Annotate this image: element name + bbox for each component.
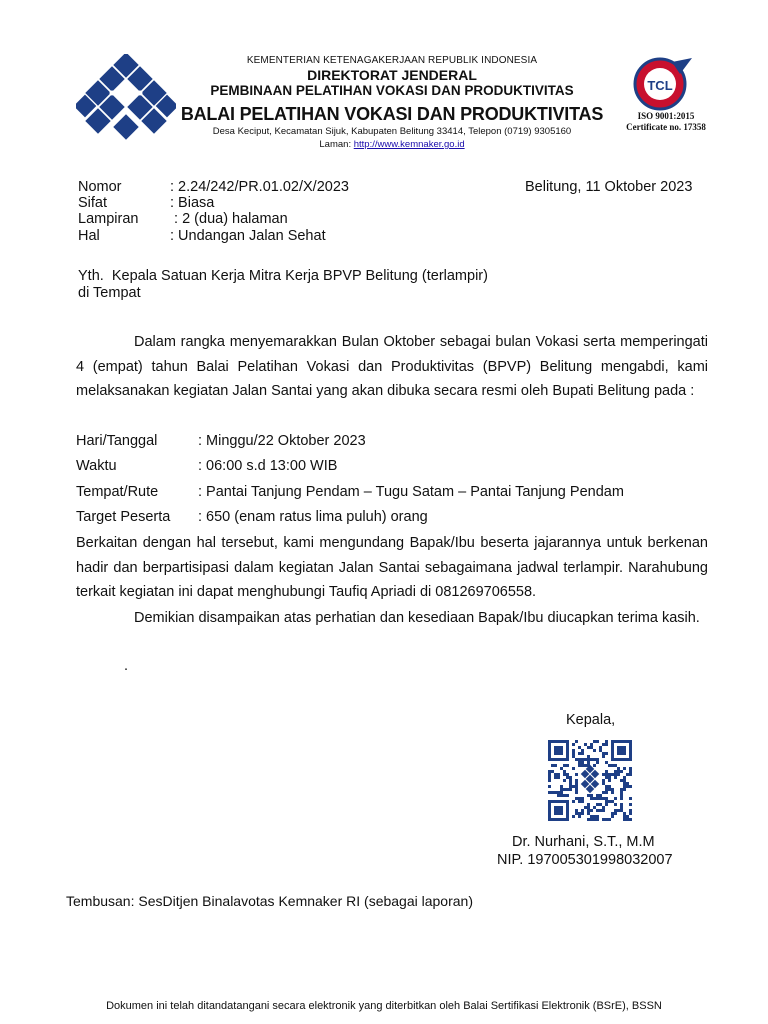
detail-value: : 650 (enam ratus lima puluh) orang <box>198 509 428 525</box>
e-signature-footer: Dokumen ini telah ditandatangani secara elektronik yang diterbitkan oleh Balai Sertifikasi Elektronik (BSrE), BSSN <box>106 1000 662 1012</box>
ministry-name: KEMENTERIAN KETENAGAKERJAAN REPUBLIK INDONESIA <box>246 55 538 66</box>
signatory-title: Kepala, <box>566 712 616 728</box>
meta-value: : Biasa <box>170 195 215 211</box>
detail-value: : Pantai Tanjung Pendam – Tugu Satam – Pantai Tanjung Pendam <box>198 484 624 500</box>
signature-qr-code <box>544 738 636 824</box>
stray-dot: . <box>124 658 129 674</box>
detail-value: : 06:00 s.d 13:00 WIB <box>198 458 338 474</box>
meta-label: Sifat <box>78 195 108 211</box>
opening-paragraph: Dalam rangka menyemarakkan Bulan Oktober sebagai bulan Vokasi serta memperingati 4 (empat) tahun Balai Pelatihan Vokasi dan Produktivitas (BPVP) Belitung mengabdi, kami melaksanakan kegiatan Jalan Santai yang akan dibuka secara resmi oleh Bupati Belitung pada : <box>76 334 708 399</box>
closing-paragraph: Demikian disampaikan atas perhatian dan kesediaan Bapak/Ibu diucapkan terima kasih. <box>134 610 700 626</box>
meta-value: : Undangan Jalan Sehat <box>170 228 326 244</box>
detail-label: Tempat/Rute <box>76 484 159 500</box>
invitation-paragraph: Berkaitan dengan hal tersebut, kami mengundang Bapak/Ibu beserta jajarannya untuk berkenan hadir dan berpartisipasi dalam kegiatan Jalan Santai sebagaimana jadwal terlampir. Narahubung terkait kegiatan ini dapat menghubungi Taufiq Apriadi di 081269706558. <box>76 535 708 600</box>
certificate-number: Certificate no. 17358 <box>626 122 706 132</box>
meta-label: Hal <box>78 228 100 244</box>
recipient-line: Yth. Kepala Satuan Kerja Mitra Kerja BPVP Belitung (terlampir) <box>78 268 488 284</box>
meta-value: : 2.24/242/PR.01.02/X/2023 <box>170 179 349 195</box>
website-line <box>176 139 608 150</box>
institution-name: BALAI PELATIHAN VOKASI DAN PRODUKTIVITAS <box>180 104 604 124</box>
detail-label: Target Peserta <box>76 509 171 525</box>
cert-logo-text: TCL <box>647 78 673 93</box>
meta-value: : 2 (dua) halaman <box>170 211 288 227</box>
detail-label: Hari/Tanggal <box>76 433 158 449</box>
letter-date: Belitung, 11 Oktober 2023 <box>525 179 693 195</box>
signatory-name: Dr. Nurhani, S.T., M.M <box>512 834 655 850</box>
meta-label: Lampiran <box>78 211 139 227</box>
division-name: PEMBINAAN PELATIHAN VOKASI DAN PRODUKTIVITAS <box>210 83 574 98</box>
iso-certificate <box>604 111 728 133</box>
signatory-nip: NIP. 197005301998032007 <box>497 852 673 868</box>
meta-label: Nomor <box>78 179 122 195</box>
carbon-copy-note: Tembusan: SesDitjen Binalavotas Kemnaker RI (sebagai laporan) <box>66 893 473 909</box>
kemnaker-logo <box>76 54 176 140</box>
detail-label: Waktu <box>76 458 117 474</box>
iso-standard: ISO 9001:2015 <box>637 111 695 121</box>
directorate-name: DIREKTORAT JENDERAL <box>307 67 477 83</box>
website-link[interactable]: http://www.kemnaker.go.id <box>353 139 465 150</box>
website-label: Laman: <box>319 139 352 150</box>
recipient-place: di Tempat <box>78 285 141 301</box>
institution-address: Desa Keciput, Kecamatan Sijuk, Kabupaten Belitung 33414, Telepon (0719) 9305160 <box>212 126 572 137</box>
certification-logo <box>628 56 700 112</box>
detail-value: : Minggu/22 Oktober 2023 <box>198 433 366 449</box>
